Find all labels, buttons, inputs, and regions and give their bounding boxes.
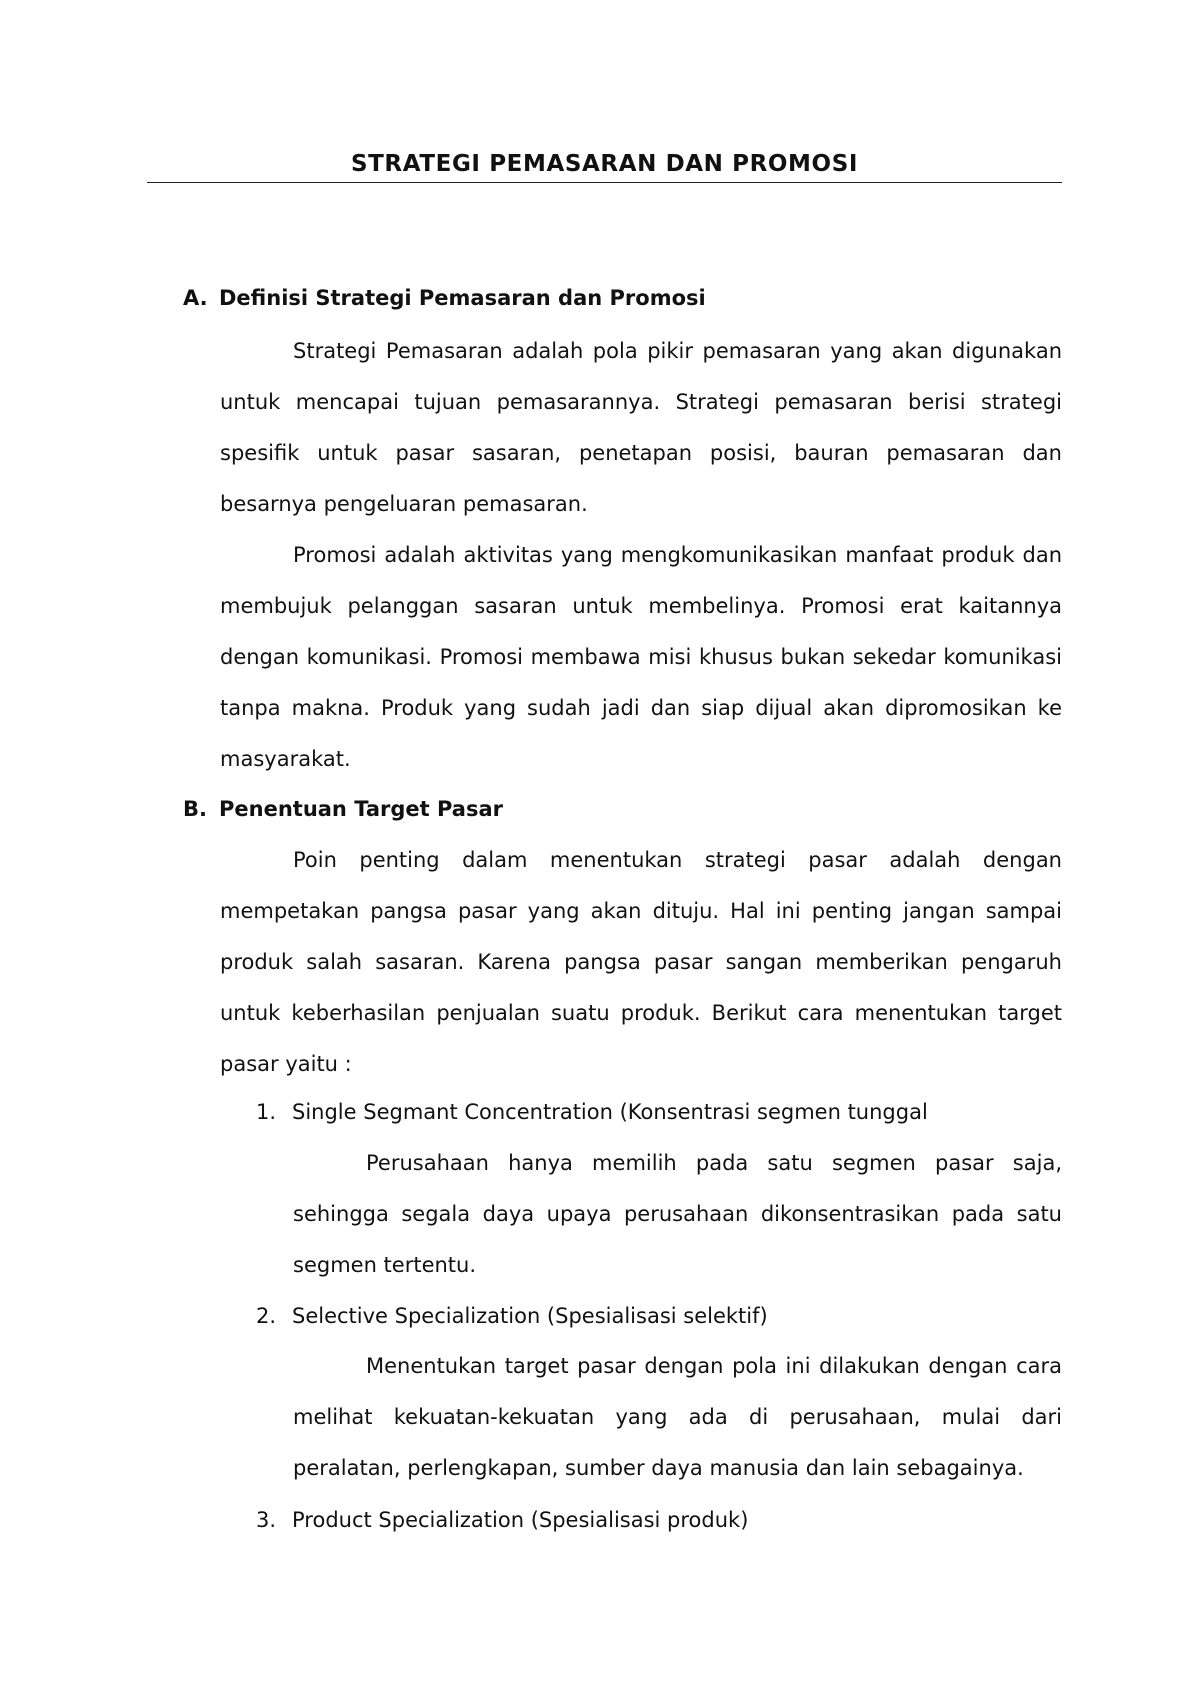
section-b-letter: B. (183, 797, 207, 821)
document-title: STRATEGI PEMASARAN DAN PROMOSI (350, 151, 859, 177)
list-item-1-title (256, 1096, 928, 1128)
list-item-2-label: Selective Specialization (Spesialisasi selektif) (292, 1304, 768, 1328)
list-item-1-number: 1. (256, 1100, 277, 1124)
list-item-1-label: Single Segmant Concentration (Konsentrasi segmen tunggal (292, 1100, 928, 1124)
section-b-heading (183, 793, 503, 825)
section-b-title: Penentuan Target Pasar (219, 797, 503, 821)
section-a-paragraph-2: Promosi adalah aktivitas yang mengkomunikasikan manfaat produk dan membujuk pelanggan sasaran untuk membelinya. Promosi erat kaitannya dengan komunikasi. Promosi membawa misi khusus bukan sekedar komunikasi tanpa makna. Produk yang sudah jadi dan siap dijual akan dipromosikan ke masyarakat. (220, 543, 1062, 771)
list-item-2-paragraph: Menentukan target pasar dengan pola ini dilakukan dengan cara melihat kekuatan-kekuatan yang ada di perusahaan, mulai dari peralatan, perlengkapan, sumber daya manusia dan lain sebagainya. (293, 1354, 1062, 1480)
list-item-3-label: Product Specialization (Spesialisasi produk) (292, 1508, 749, 1532)
list-item-3-title (256, 1504, 748, 1536)
section-b-paragraph-1: Poin penting dalam menentukan strategi pasar adalah dengan mempetakan pangsa pasar yang akan dituju. Hal ini penting jangan sampai produk salah sasaran. Karena pangsa pasar sangan memberikan pengaruh untuk keberhasilan penjualan suatu produk. Berikut cara menentukan target pasar yaitu : (220, 848, 1062, 1076)
section-a-paragraph-1: Strategi Pemasaran adalah pola pikir pemasaran yang akan digunakan untuk mencapai tujuan pemasarannya. Strategi pemasaran berisi strategi spesifik untuk pasar sasaran, penetapan posisi, bauran pemasaran dan besarnya pengeluaran pemasaran. (220, 339, 1062, 516)
list-item-1-paragraph: Perusahaan hanya memilih pada satu segmen pasar saja, sehingga segala daya upaya perusahaan dikonsentrasikan pada satu segmen tertentu. (293, 1151, 1062, 1277)
list-item-2-title (256, 1300, 768, 1332)
section-a-heading (183, 282, 706, 314)
list-item-2-number: 2. (256, 1304, 277, 1328)
list-item-3-number: 3. (256, 1508, 277, 1532)
title-underline (147, 182, 1062, 183)
section-a-title: Definisi Strategi Pemasaran dan Promosi (219, 286, 706, 310)
section-a-letter: A. (183, 286, 208, 310)
